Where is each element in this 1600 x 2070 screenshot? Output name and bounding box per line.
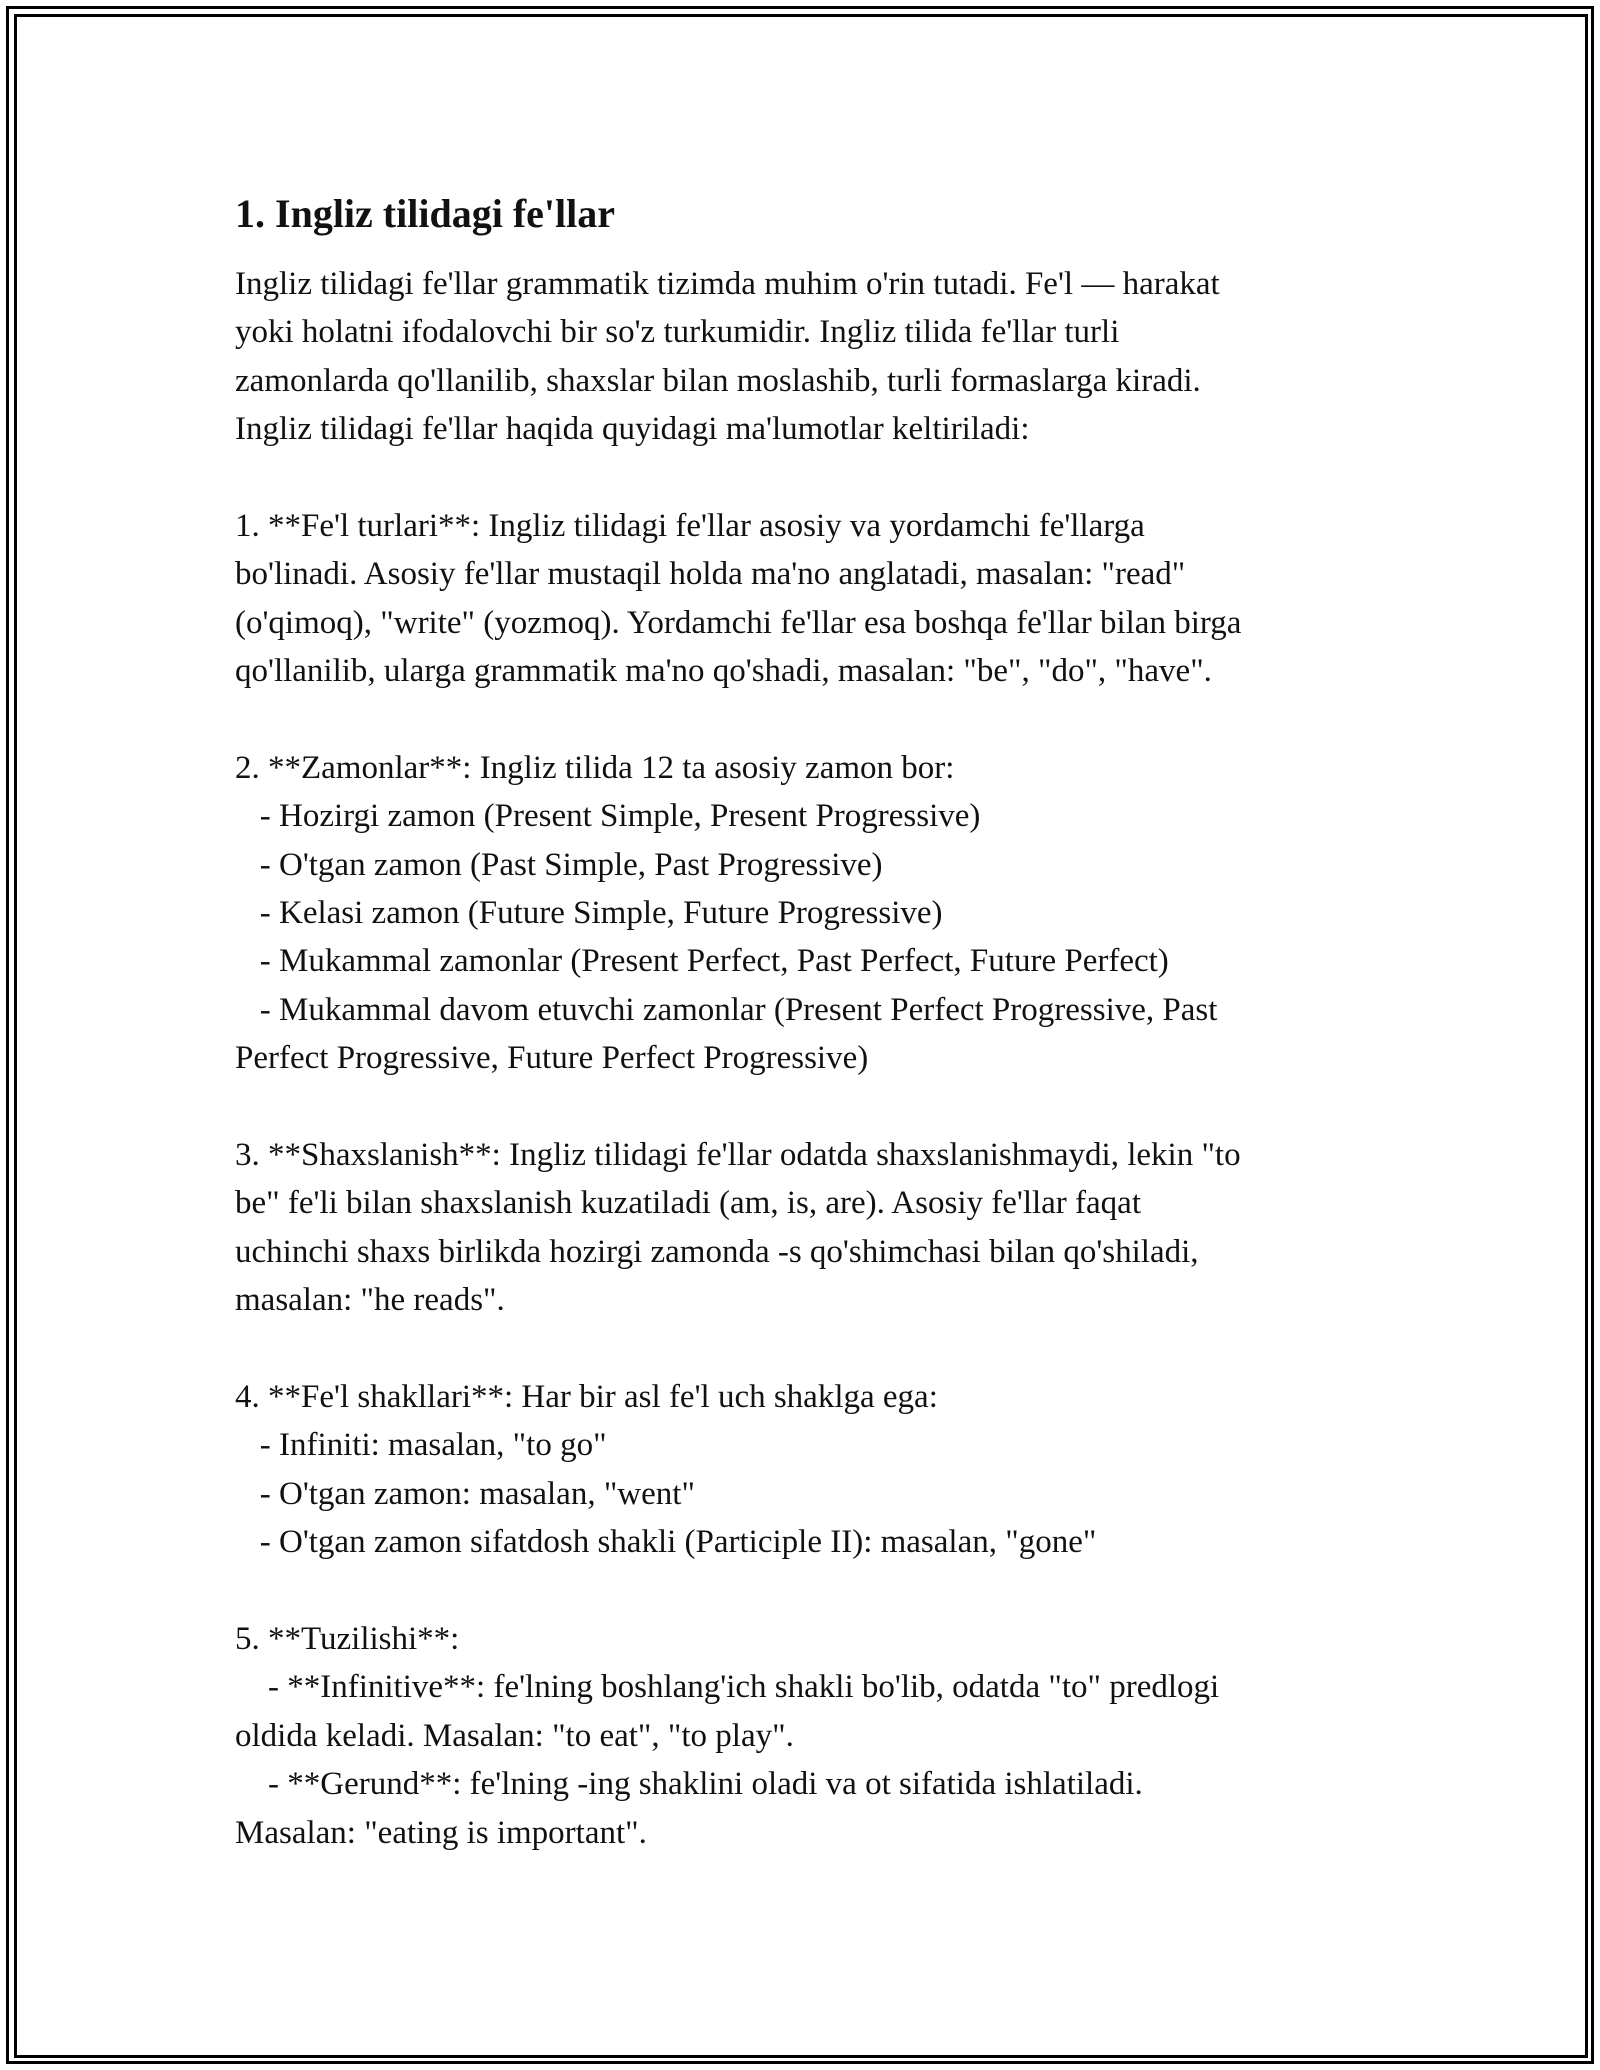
document-text (235, 260, 1365, 1857)
text-line: bo'linadi. Asosiy fe'llar mustaqil holda ma'no anglatadi, masalan: "read" (235, 556, 1186, 593)
text-line: - Infiniti: masalan, "to go" (235, 1427, 607, 1464)
document-title: 1. Ingliz tilidagi fe'llar (235, 191, 615, 236)
text-line: - O'tgan zamon (Past Simple, Past Progressive) (235, 846, 883, 883)
text-line: 4. **Fe'l shakllari**: Har bir asl fe'l uch shaklga ega: (235, 1378, 938, 1415)
text-line: - O'tgan zamon sifatdosh shakli (Participle II): masalan, "gone" (235, 1524, 1097, 1561)
text-line: uchinchi shaxs birlikda hozirgi zamonda -s qo'shimchasi bilan qo'shiladi, (235, 1233, 1199, 1270)
text-line: - Hozirgi zamon (Present Simple, Present Progressive) (235, 798, 981, 835)
blank-line (235, 1325, 1365, 1373)
text-line: 3. **Shaxslanish**: Ingliz tilidagi fe'llar odatda shaxslanishmaydi, lekin "to (235, 1137, 1241, 1174)
blank-line (235, 1083, 1365, 1131)
text-line: oldida keladi. Masalan: "to eat", "to play". (235, 1717, 794, 1754)
text-line: Ingliz tilidagi fe'llar grammatik tizimda muhim o'rin tutadi. Fe'l — harakat (235, 266, 1220, 302)
text-line: - O'tgan zamon: masalan, "went" (235, 1475, 695, 1512)
text-line: qo'llanilib, ularga grammatik ma'no qo'shadi, masalan: "be", "do", "have". (235, 653, 1212, 690)
text-line: - **Infinitive**: fe'lning boshlang'ich shakli bo'lib, odatda "to" predlogi (235, 1669, 1220, 1706)
text-line: - Mukammal zamonlar (Present Perfect, Past Perfect, Future Perfect) (235, 943, 1169, 980)
text-line: 2. **Zamonlar**: Ingliz tilida 12 ta asosiy zamon bor: (235, 749, 955, 786)
blank-line (235, 1567, 1365, 1615)
text-line: masalan: "he reads". (235, 1282, 505, 1319)
blank-line (235, 696, 1365, 744)
text-line: Perfect Progressive, Future Perfect Progressive) (235, 1040, 869, 1077)
text-line: Ingliz tilidagi fe'llar haqida quyidagi ma'lumotlar keltiriladi: (235, 411, 1030, 448)
text-line: Masalan: "eating is important". (235, 1814, 647, 1851)
text-line: - Mukammal davom etuvchi zamonlar (Present Perfect Progressive, Past (235, 991, 1218, 1028)
text-line: (o'qimoq), "write" (yozmoq). Yordamchi fe'llar esa boshqa fe'llar bilan birga (235, 604, 1242, 641)
blank-line (235, 454, 1365, 502)
text-line: yoki holatni ifodalovchi bir so'z turkumidir. Ingliz tilida fe'llar turli (235, 314, 1120, 351)
text-line: 5. **Tuzilishi**: (235, 1620, 460, 1657)
text-line: - Kelasi zamon (Future Simple, Future Progressive) (235, 895, 943, 932)
document-body (235, 188, 1365, 1857)
text-line: zamonlarda qo'llanilib, shaxslar bilan moslashib, turli formaslarga kiradi. (235, 362, 1201, 399)
text-line: 1. **Fe'l turlari**: Ingliz tilidagi fe'llar asosiy va yordamchi fe'llarga (235, 507, 1145, 544)
text-line: - **Gerund**: fe'lning -ing shaklini oladi va ot sifatida ishlatiladi. (235, 1766, 1143, 1803)
text-line: be" fe'li bilan shaxslanish kuzatiladi (am, is, are). Asosiy fe'llar faqat (235, 1185, 1142, 1222)
